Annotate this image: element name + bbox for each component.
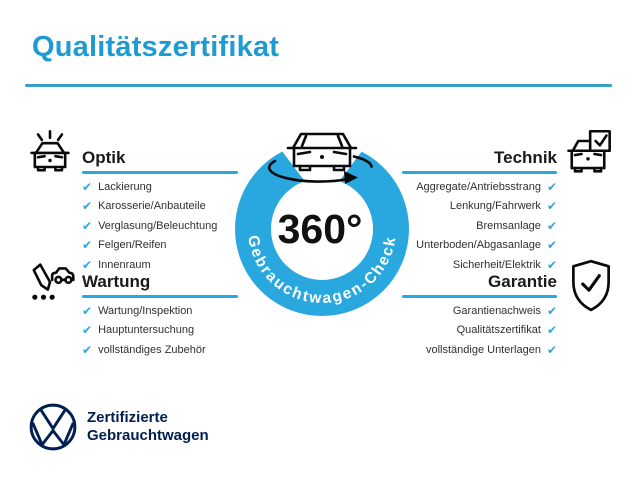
section-underline-optik bbox=[82, 171, 238, 174]
section-items-technik bbox=[416, 177, 557, 275]
check-item-label: Felgen/Reifen bbox=[98, 239, 167, 252]
check-icon: ✔ bbox=[546, 303, 557, 318]
check-item-label: Verglasung/Beleuchtung bbox=[98, 219, 218, 232]
brand-line-2: Gebrauchtwagen bbox=[87, 427, 209, 444]
section-items-garantie bbox=[426, 301, 557, 360]
section-title-garantie: Garantie bbox=[488, 272, 557, 291]
brand-line-1: Zertifizierte bbox=[87, 409, 168, 426]
check-item-label: Lenkung/Fahrwerk bbox=[449, 200, 541, 213]
check-item bbox=[82, 321, 206, 341]
check-icon: ✔ bbox=[82, 342, 93, 357]
section-underline-garantie bbox=[402, 295, 557, 298]
center-badge bbox=[222, 112, 422, 332]
check-item-label: Wartung/Inspektion bbox=[98, 304, 193, 317]
check-item-label: Sicherheit/Elektrik bbox=[452, 258, 541, 271]
check-item-label: Innenraum bbox=[98, 258, 151, 271]
check-icon: ✔ bbox=[82, 257, 93, 272]
vw-logo bbox=[28, 402, 78, 452]
check-icon: ✔ bbox=[82, 179, 93, 194]
check-icon: ✔ bbox=[546, 342, 557, 357]
check-item bbox=[82, 236, 217, 256]
check-item bbox=[82, 177, 217, 197]
check-item bbox=[82, 340, 206, 360]
check-icon: ✔ bbox=[82, 199, 93, 214]
section-underline-wartung bbox=[82, 295, 238, 298]
section-title-optik: Optik bbox=[82, 148, 126, 167]
check-item-label: Hauptuntersuchung bbox=[98, 324, 195, 337]
check-item-label: Aggregate/Antriebsstrang bbox=[416, 180, 541, 193]
check-item-label: Lackierung bbox=[98, 180, 152, 193]
section-items-wartung bbox=[82, 301, 206, 360]
check-icon: ✔ bbox=[546, 218, 557, 233]
check-item-label: vollständiges Zubehör bbox=[98, 343, 206, 356]
badge-ring-label: Gebrauchtwagen-Check bbox=[244, 233, 400, 308]
check-item-label: Qualitätszertifikat bbox=[456, 324, 541, 337]
check-item bbox=[416, 197, 557, 217]
check-item-label: Bremsanlage bbox=[476, 219, 541, 232]
section-underline-technik bbox=[402, 171, 557, 174]
check-icon: ✔ bbox=[546, 323, 557, 338]
check-item-label: Unterboden/Abgasanlage bbox=[416, 239, 541, 252]
check-icon: ✔ bbox=[546, 179, 557, 194]
check-item bbox=[426, 321, 557, 341]
check-item bbox=[82, 197, 217, 217]
check-item bbox=[82, 216, 217, 236]
check-icon: ✔ bbox=[546, 238, 557, 253]
check-icon: ✔ bbox=[82, 238, 93, 253]
section-items-optik bbox=[82, 177, 217, 275]
check-item-label: Garantienachweis bbox=[452, 304, 541, 317]
check-icon: ✔ bbox=[82, 323, 93, 338]
title-rule bbox=[25, 84, 612, 87]
check-item-label: vollständige Unterlagen bbox=[425, 343, 541, 356]
check-icon: ✔ bbox=[546, 257, 557, 272]
page-title: Qualitätszertifikat bbox=[32, 31, 280, 63]
badge-degree-label: 360° bbox=[277, 206, 363, 252]
check-item bbox=[416, 216, 557, 236]
section-title-technik: Technik bbox=[494, 148, 557, 167]
section-title-wartung: Wartung bbox=[82, 272, 151, 291]
car-shine-icon bbox=[24, 128, 76, 180]
check-item bbox=[416, 236, 557, 256]
service-checklist-icon bbox=[24, 256, 76, 308]
check-icon: ✔ bbox=[82, 218, 93, 233]
check-icon: ✔ bbox=[82, 303, 93, 318]
shield-check-icon bbox=[567, 257, 615, 313]
check-item bbox=[416, 177, 557, 197]
check-item bbox=[426, 340, 557, 360]
check-item bbox=[426, 301, 557, 321]
brand-text bbox=[87, 409, 209, 445]
check-item bbox=[82, 301, 206, 321]
check-item-label: Karosserie/Anbauteile bbox=[98, 200, 206, 213]
car-checkbox-icon bbox=[562, 128, 614, 180]
check-icon: ✔ bbox=[546, 199, 557, 214]
